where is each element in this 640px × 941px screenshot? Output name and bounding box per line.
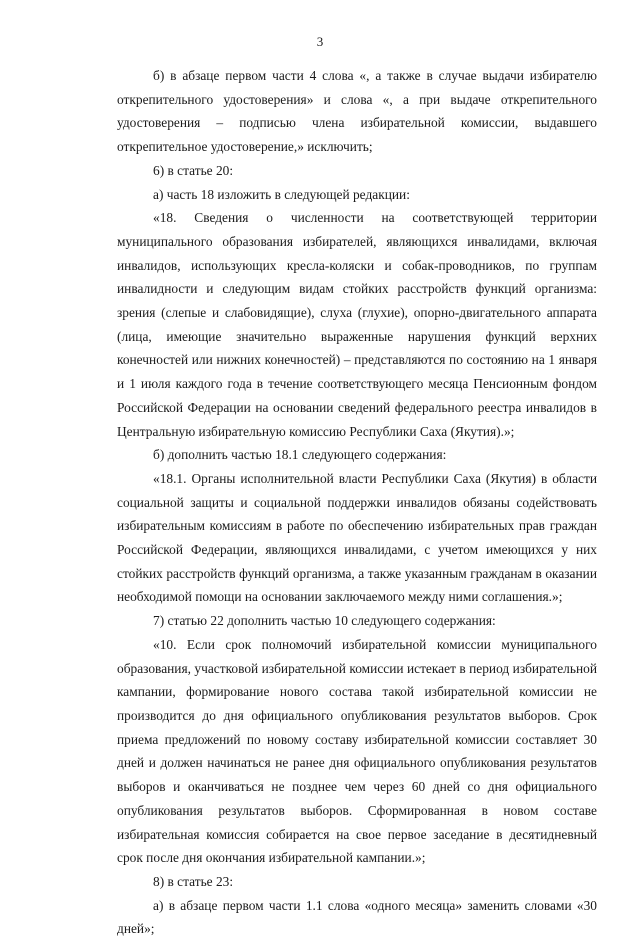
document-body [117, 64, 597, 941]
page-number: 3 [316, 34, 324, 49]
paragraph-5b-clause: б) в абзаце первом части 4 слова «, а также в случае выдачи избирателю открепительного удостоверения» и слова «, а при выдаче открепительного удостоверения – подписью члена избирательной комиссии, выдавшего открепительное удостоверение,» исключить; [117, 68, 597, 155]
paragraph-part-10-text: «10. Если срок полномочий избирательной комиссии муниципального образования, участковой избирательной комиссии истекает в период избирательной кампании, формирование нового состава такой избирательной комиссии не производится до дня официального опубликования результатов выборов. Срок приема предложений по новому составу избирательной комиссии составляет 30 дней и должен начинаться не ранее дня официального опубликования результатов выборов и оканчиваться не позднее чем через 60 дней со дня официального опубликования результатов выборов. Сформированная в новом составе избирательная комиссия собирается на свое первое заседание в десятидневный срок после дня окончания избирательной кампании.»; [117, 636, 597, 866]
paragraph-item-8: 8) в статье 23: [153, 873, 234, 889]
paragraph-8a-clause: а) в абзаце первом части 1.1 слова «одного месяца» заменить словами «30 дней»; [117, 897, 597, 937]
paragraph-part-18-1-text: «18.1. Органы исполнительной власти Республики Саха (Якутия) в области социальной защиты и социальной поддержки инвалидов обязаны содействовать избирательным комиссиям в работе по обеспечению избирательных прав граждан Российской Федерации, являющихся инвалидами, с учетом имеющихся у них стойких расстройств функций организма, а также указанным гражданам в оказании необходимой помощи на основании заключаемого между ними соглашения.»; [117, 470, 597, 605]
paragraph-6b-intro: б) дополнить частью 18.1 следующего содержания: [153, 447, 447, 463]
paragraph-6a-intro: а) часть 18 изложить в следующей редакции: [153, 186, 410, 202]
paragraph-item-7: 7) статью 22 дополнить частью 10 следующего содержания: [153, 613, 496, 629]
paragraph-part-18-text: «18. Сведения о численности на соответствующей территории муниципального образования избирателей, являющихся инвалидами, включая инвалидов, использующих кресла-коляски и собак-проводников, по группам инвалидности и следующим видам стойких расстройств функций организма: зрения (слепые и слабовидящие), слуха (глухие), опорно-двигательного аппарата (лица, имеющие значительно выраженные нарушения функций верхних конечностей или нижних конечностей) – представляются по состоянию на 1 января и 1 июля каждого года в течение соответствующего месяца Пенсионным фондом Российской Федерации на основании сведений федерального реестра инвалидов в Центральную избирательную комиссию Республики Саха (Якутия).»; [117, 210, 597, 439]
paragraph-item-6: 6) в статье 20: [153, 162, 234, 178]
